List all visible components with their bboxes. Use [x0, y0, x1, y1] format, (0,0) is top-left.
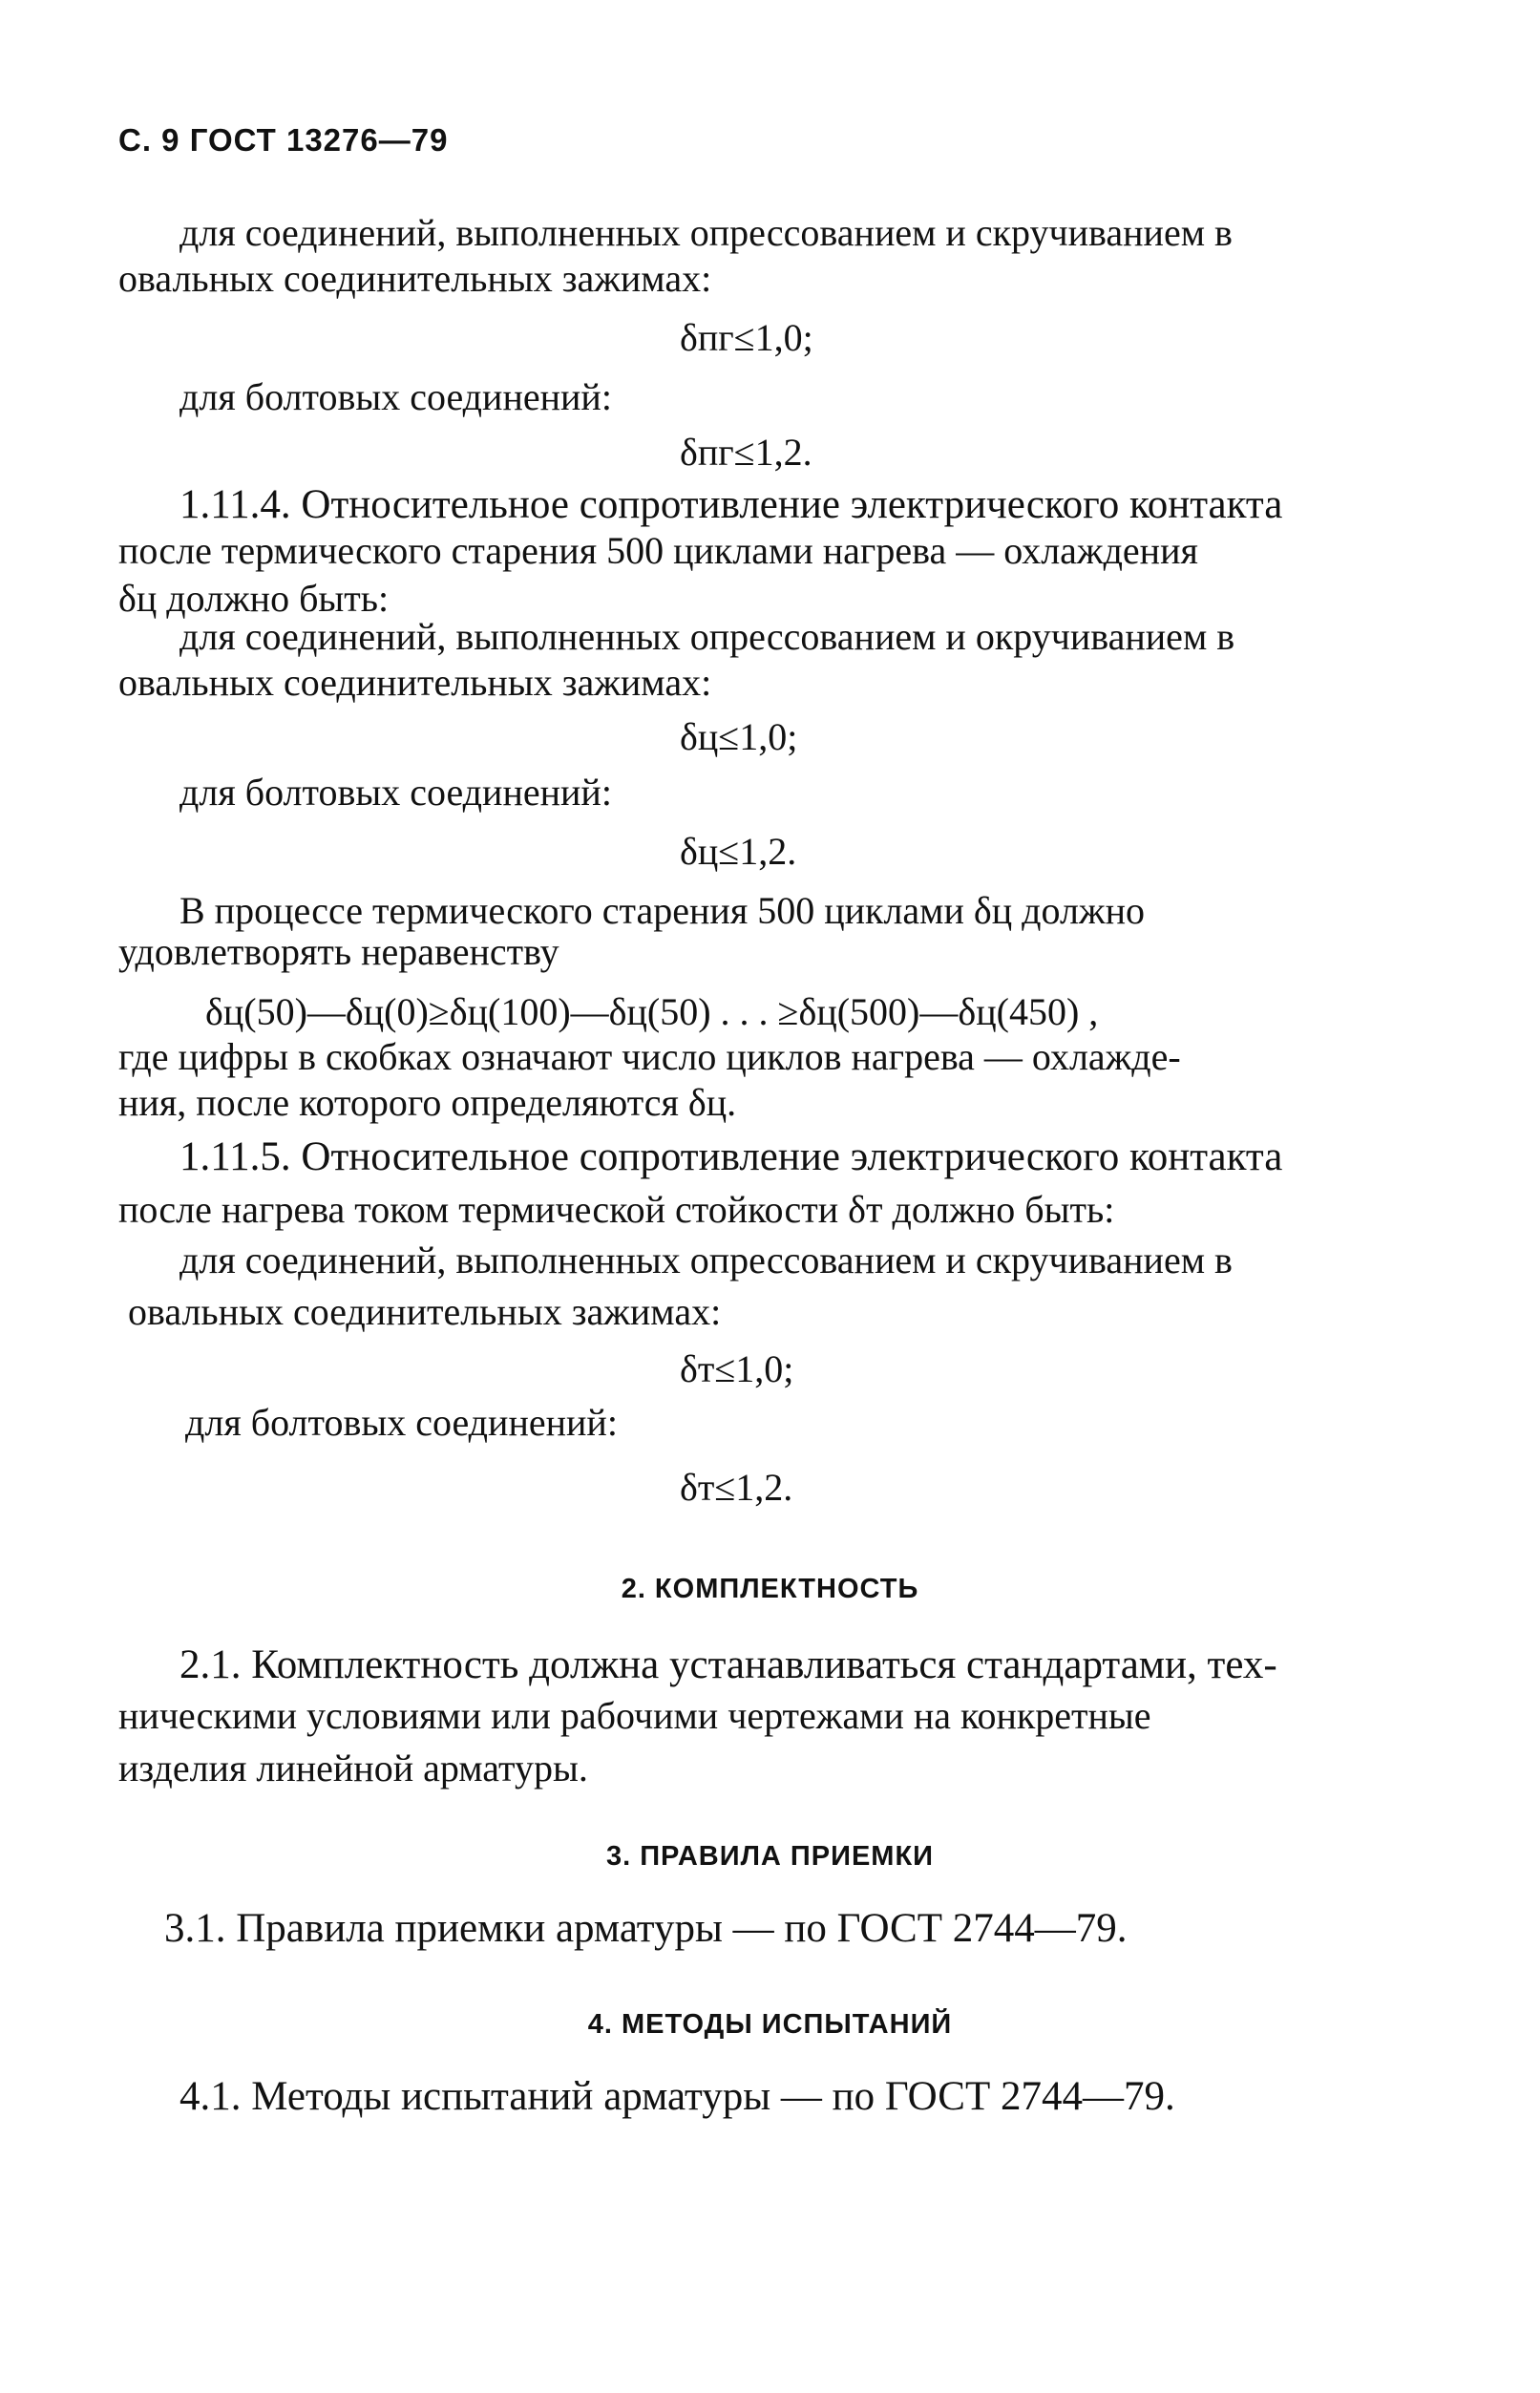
paragraph-1-11-5: 1.11.5. Относительное сопротивление электрического контакта — [179, 1134, 1283, 1179]
text-line: где цифры в скобках означают число циклов нагрева — охлажде- — [118, 1035, 1181, 1078]
formula: δпг≤1,0; — [680, 316, 813, 359]
paragraph-1-11-4: 1.11.4. Относительное сопротивление электрического контакта — [179, 482, 1283, 527]
text-line: овальных соединительных зажимах: — [118, 661, 712, 704]
text-line: овальных соединительных зажимах: — [128, 1290, 722, 1333]
text-line: для соединений, выполненных опрессованием и скручиванием в — [179, 211, 1233, 254]
text-line: после нагрева током термической стойкости δт должно быть: — [118, 1188, 1115, 1231]
text-line: ния, после которого определяются δц. — [118, 1081, 737, 1124]
text-line: изделия линейной арматуры. — [118, 1747, 588, 1789]
page-header: С. 9 ГОСТ 13276—79 — [118, 122, 449, 158]
formula: δт≤1,0; — [680, 1347, 794, 1390]
section-3-heading: 3. ПРАВИЛА ПРИЕМКИ — [605, 1841, 935, 1872]
text-line: ническими условиями или рабочими чертежами на конкретные — [118, 1694, 1151, 1737]
text-line: для болтовых соединений: — [179, 771, 612, 814]
section-4-heading: 4. МЕТОДЫ ИСПЫТАНИЙ — [587, 2009, 953, 2040]
text-line: для соединений, выполненных опрессованием и скручиванием в — [179, 1239, 1233, 1281]
inequality-formula: δц(50)—δц(0)≥δц(100)—δц(50) . . . ≥δц(500)—δц(450) , — [205, 990, 1099, 1033]
formula: δц≤1,2. — [680, 830, 797, 873]
formula: δт≤1,2. — [680, 1466, 793, 1509]
text-line: δц должно быть: — [118, 577, 390, 620]
formula: δц≤1,0; — [680, 715, 798, 758]
text-line: после термического старения 500 циклами нагрева — охлаждения — [118, 529, 1198, 572]
text-line: для соединений, выполненных опрессованием и окручиванием в — [179, 615, 1235, 658]
text-line: овальных соединительных зажимах: — [118, 257, 712, 300]
text-line: для болтовых соединений: — [179, 375, 612, 418]
paragraph-2-1: 2.1. Комплектность должна устанавливаться стандартами, тех- — [179, 1642, 1277, 1687]
paragraph-4-1: 4.1. Методы испытаний арматуры — по ГОСТ 2744—79. — [179, 2074, 1175, 2119]
paragraph-3-1: 3.1. Правила приемки арматуры — по ГОСТ 2744—79. — [164, 1906, 1128, 1951]
text-line: для болтовых соединений: — [185, 1401, 618, 1444]
text-line: В процессе термического старения 500 циклами δц должно — [179, 889, 1145, 932]
section-2-heading: 2. КОМПЛЕКТНОСТЬ — [621, 1574, 919, 1604]
text-line: удовлетворять неравенству — [118, 930, 559, 973]
formula: δпг≤1,2. — [680, 431, 812, 474]
